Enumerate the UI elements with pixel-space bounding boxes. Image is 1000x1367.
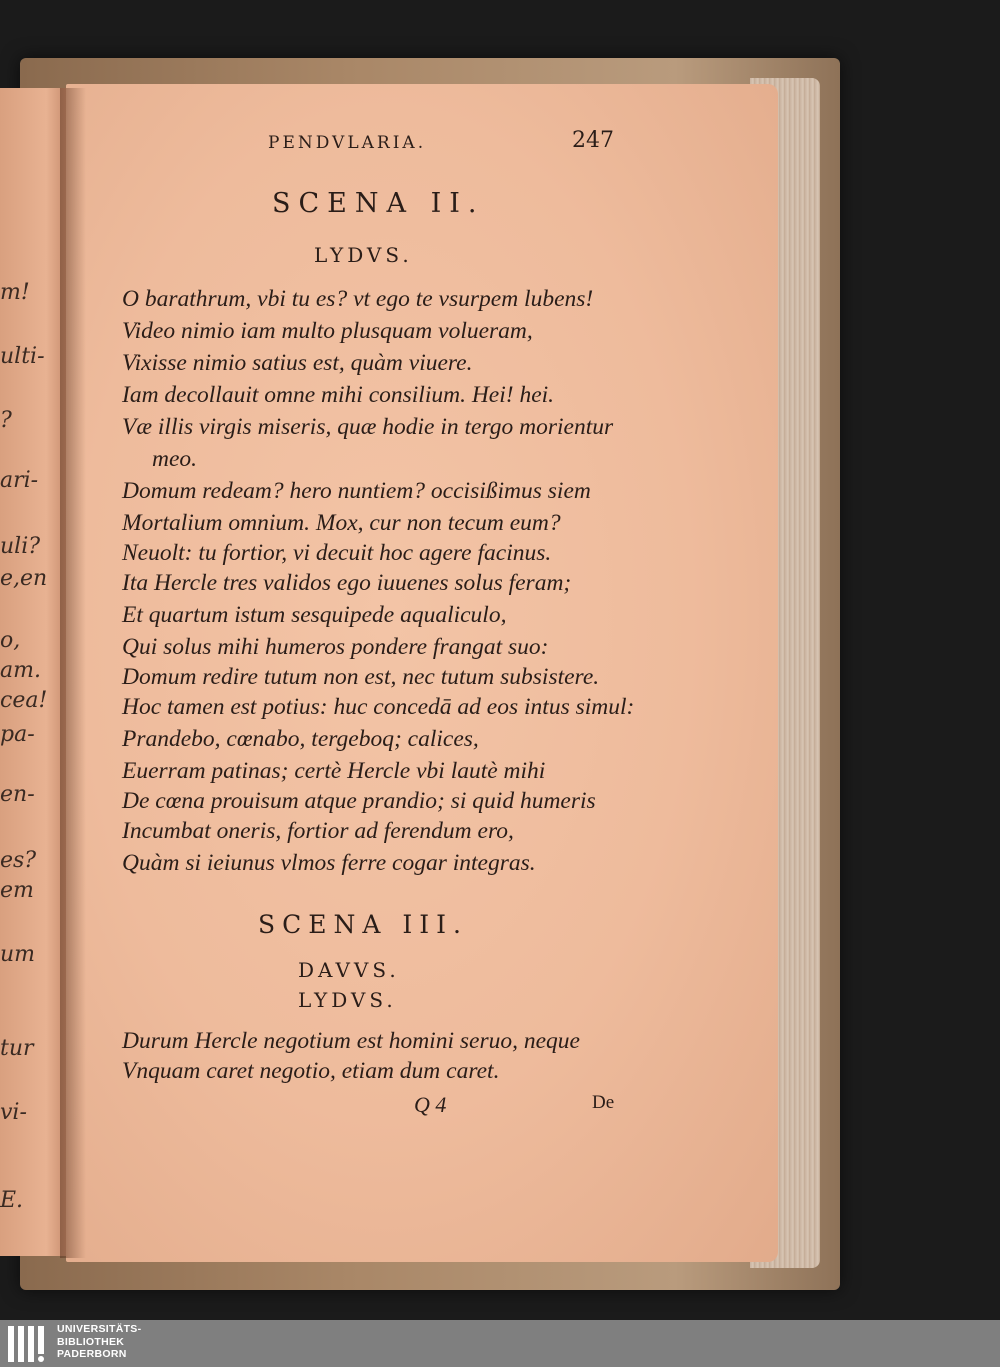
verse-line: Mortalium omnium. Mox, cur non tecum eum? — [122, 510, 561, 536]
left-page-fragment: uli? — [0, 534, 41, 559]
institution-line: BIBLIOTHEK — [57, 1335, 125, 1348]
verse-line: De cœna prouisum atque prandio; si quid humeris — [122, 788, 596, 814]
verse-line: Prandebo, cœnabo, tergeboq; calices, — [122, 726, 479, 752]
left-page-fragment: em — [0, 878, 34, 903]
verse-line: Vixisse nimio satius est, quàm viuere. — [122, 350, 473, 376]
left-page-fragment: tur — [0, 1036, 34, 1061]
verse-line: Qui solus mihi humeros pondere frangat suo: — [122, 634, 549, 660]
left-page-fragment: cea! — [0, 688, 48, 713]
catchword: De — [592, 1092, 615, 1113]
left-page-fragment: ulti- — [0, 344, 45, 369]
page-number: 247 — [572, 128, 614, 153]
verse-line: Et quartum istum sesquipede aqualiculo, — [122, 602, 507, 628]
running-head: PENDVLARIA. — [268, 133, 427, 153]
verse-line: Domum redeam? hero nuntiem? occisißimus siem — [122, 478, 591, 504]
verse-line: Euerram patinas; certè Hercle vbi lautè mihi — [122, 758, 546, 784]
left-page-fragment: ? — [0, 408, 12, 433]
speaker-name: LYDVS. — [314, 243, 413, 267]
verse-line: Incumbat oneris, fortior ad ferendum ero, — [122, 818, 514, 844]
left-page — [0, 88, 66, 1256]
signature-mark: Q 4 — [414, 1092, 447, 1117]
institution-name — [57, 1323, 141, 1361]
book-gutter — [60, 88, 86, 1258]
scene-heading: SCENA II. — [272, 188, 485, 219]
verse-line: Hoc tamen est potius: huc concedā ad eos intus simul: — [122, 694, 635, 720]
left-page-fragment: E. — [0, 1188, 24, 1213]
verse-line: O barathrum, vbi tu es? vt ego te vsurpem lubens! — [122, 286, 594, 312]
left-page-fragment: m! — [0, 280, 30, 305]
left-page-fragment: am. — [0, 658, 41, 683]
speaker-name: LYDVS. — [298, 988, 397, 1012]
footer-bar — [0, 1320, 1000, 1367]
verse-line: Durum Hercle negotium est homini seruo, neque — [122, 1028, 580, 1054]
verse-line: Ita Hercle tres validos ego iuuenes solus feram; — [122, 570, 572, 596]
left-page-fragment: vi- — [0, 1100, 27, 1125]
verse-line: Neuolt: tu fortior, vi decuit hoc agere facinus. — [122, 540, 552, 566]
verse-line: Quàm si ieiunus vlmos ferre cogar integras. — [122, 850, 536, 876]
left-page-fragment: ari- — [0, 468, 39, 493]
institution-line: UNIVERSITÄTS- — [57, 1323, 142, 1335]
verse-line: Domum redire tutum non est, nec tutum subsistere. — [122, 664, 600, 690]
left-page-fragment: en- — [0, 782, 35, 807]
verse-line: Væ illis virgis miseris, quæ hodie in tergo morientur — [122, 414, 614, 440]
left-page-fragment: es? — [0, 848, 37, 873]
verse-line: meo. — [152, 446, 198, 472]
library-logo-icon — [6, 1324, 48, 1364]
left-page-fragment: o, — [0, 628, 21, 653]
scene-heading: SCENA III. — [258, 910, 468, 939]
institution-line: PADERBORN — [57, 1348, 127, 1360]
speaker-name: DAVVS. — [298, 958, 400, 982]
left-page-fragment: pa- — [0, 722, 35, 747]
left-page-fragment: e,en — [0, 566, 48, 591]
verse-line: Video nimio iam multo plusquam volueram, — [122, 318, 533, 344]
verse-line: Vnquam caret negotio, etiam dum caret. — [122, 1058, 500, 1084]
verse-line: Iam decollauit omne mihi consilium. Hei! hei. — [122, 382, 555, 408]
left-page-fragment: um — [0, 942, 36, 967]
